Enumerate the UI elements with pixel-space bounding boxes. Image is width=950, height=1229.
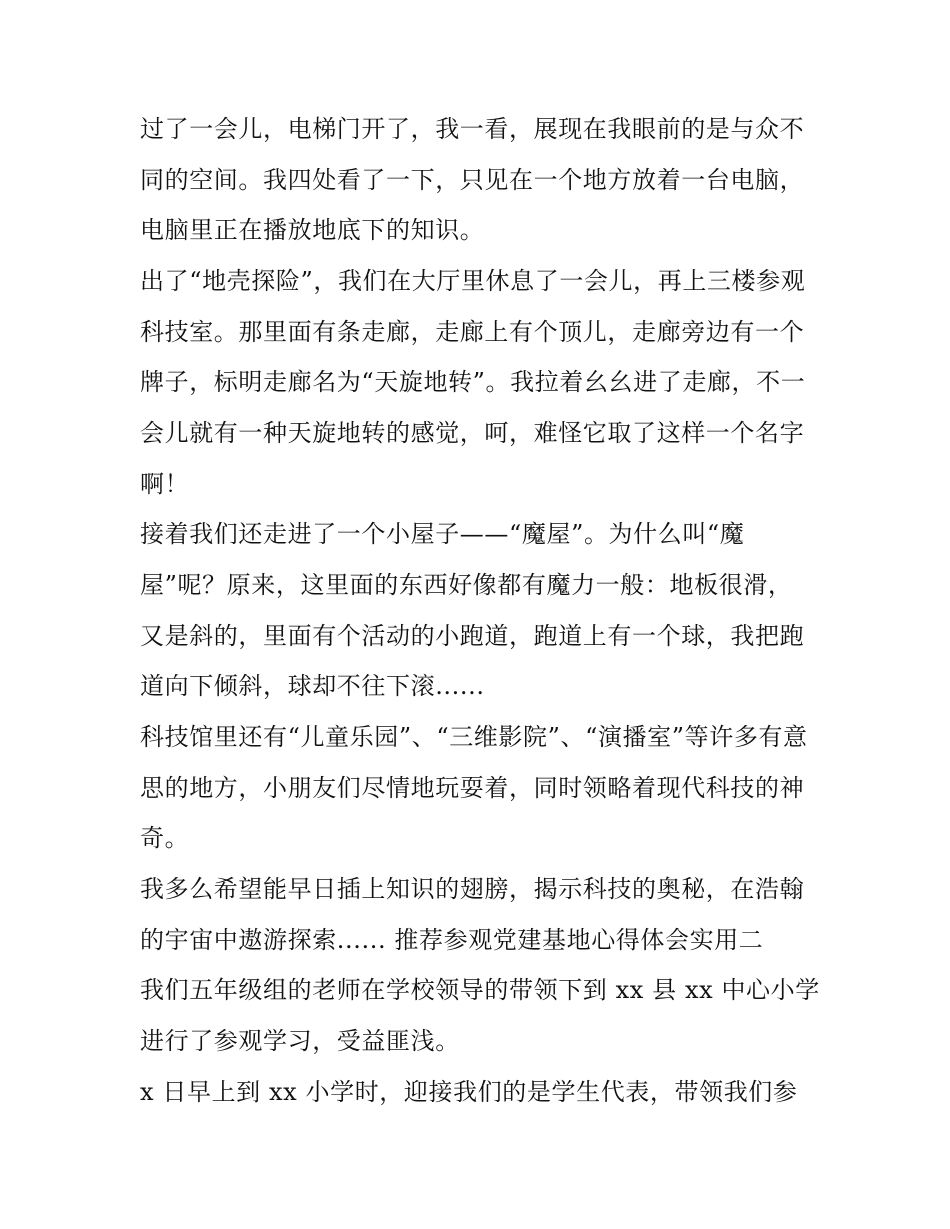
text-line: 我多么希望能早日插上知识的翅膀，揭示科技的奥秘，在浩翰 bbox=[140, 875, 805, 903]
text-line: 思的地方，小朋友们尽情地玩耍着，同时领略着现代科技的神 bbox=[140, 774, 805, 802]
text-line: 我们五年级组的老师在学校领导的带领下到 xx 县 xx 中心小学 bbox=[140, 976, 820, 1004]
text-line: 啊！ bbox=[140, 470, 190, 498]
text-line: 进行了参观学习，受益匪浅。 bbox=[140, 1027, 460, 1055]
text-line: 道向下倾斜，球却不往下滚...... bbox=[140, 672, 485, 700]
text-line: 电脑里正在播放地底下的知识。 bbox=[140, 216, 485, 244]
text-line: 科技馆里还有“儿童乐园”、“三维影院”、“演播室”等许多有意 bbox=[140, 723, 808, 751]
text-line: 接着我们还走进了一个小屋子——“魔屋”。为什么叫“魔 bbox=[140, 520, 745, 548]
text-line: 过了一会儿，电梯门开了，我一看，展现在我眼前的是与众不 bbox=[140, 115, 805, 143]
text-line: 科技室。那里面有条走廊，走廊上有个顶儿，走廊旁边有一个 bbox=[140, 318, 805, 346]
text-line: 出了“地壳探险”，我们在大厅里休息了一会儿，再上三楼参观 bbox=[140, 267, 806, 295]
text-line: 屋”呢？原来，这里面的东西好像都有魔力一般：地板很滑， bbox=[140, 571, 793, 599]
text-line: 又是斜的，里面有个活动的小跑道，跑道上有一个球，我把跑 bbox=[140, 622, 805, 650]
text-line: 牌子，标明走廊名为“天旋地转”。我拉着幺幺进了走廊，不一 bbox=[140, 368, 806, 396]
text-line: 会儿就有一种天旋地转的感觉，呵，难怪它取了这样一个名字 bbox=[140, 419, 805, 447]
text-line: 的宇宙中遨游探索...... 推荐参观党建基地心得体会实用二 bbox=[140, 926, 764, 954]
text-line: x 日早上到 xx 小学时，迎接我们的是学生代表，带领我们参 bbox=[140, 1078, 798, 1106]
text-line: 奇。 bbox=[140, 824, 190, 852]
text-line: 同的空间。我四处看了一下，只见在一个地方放着一台电脑， bbox=[140, 166, 805, 194]
